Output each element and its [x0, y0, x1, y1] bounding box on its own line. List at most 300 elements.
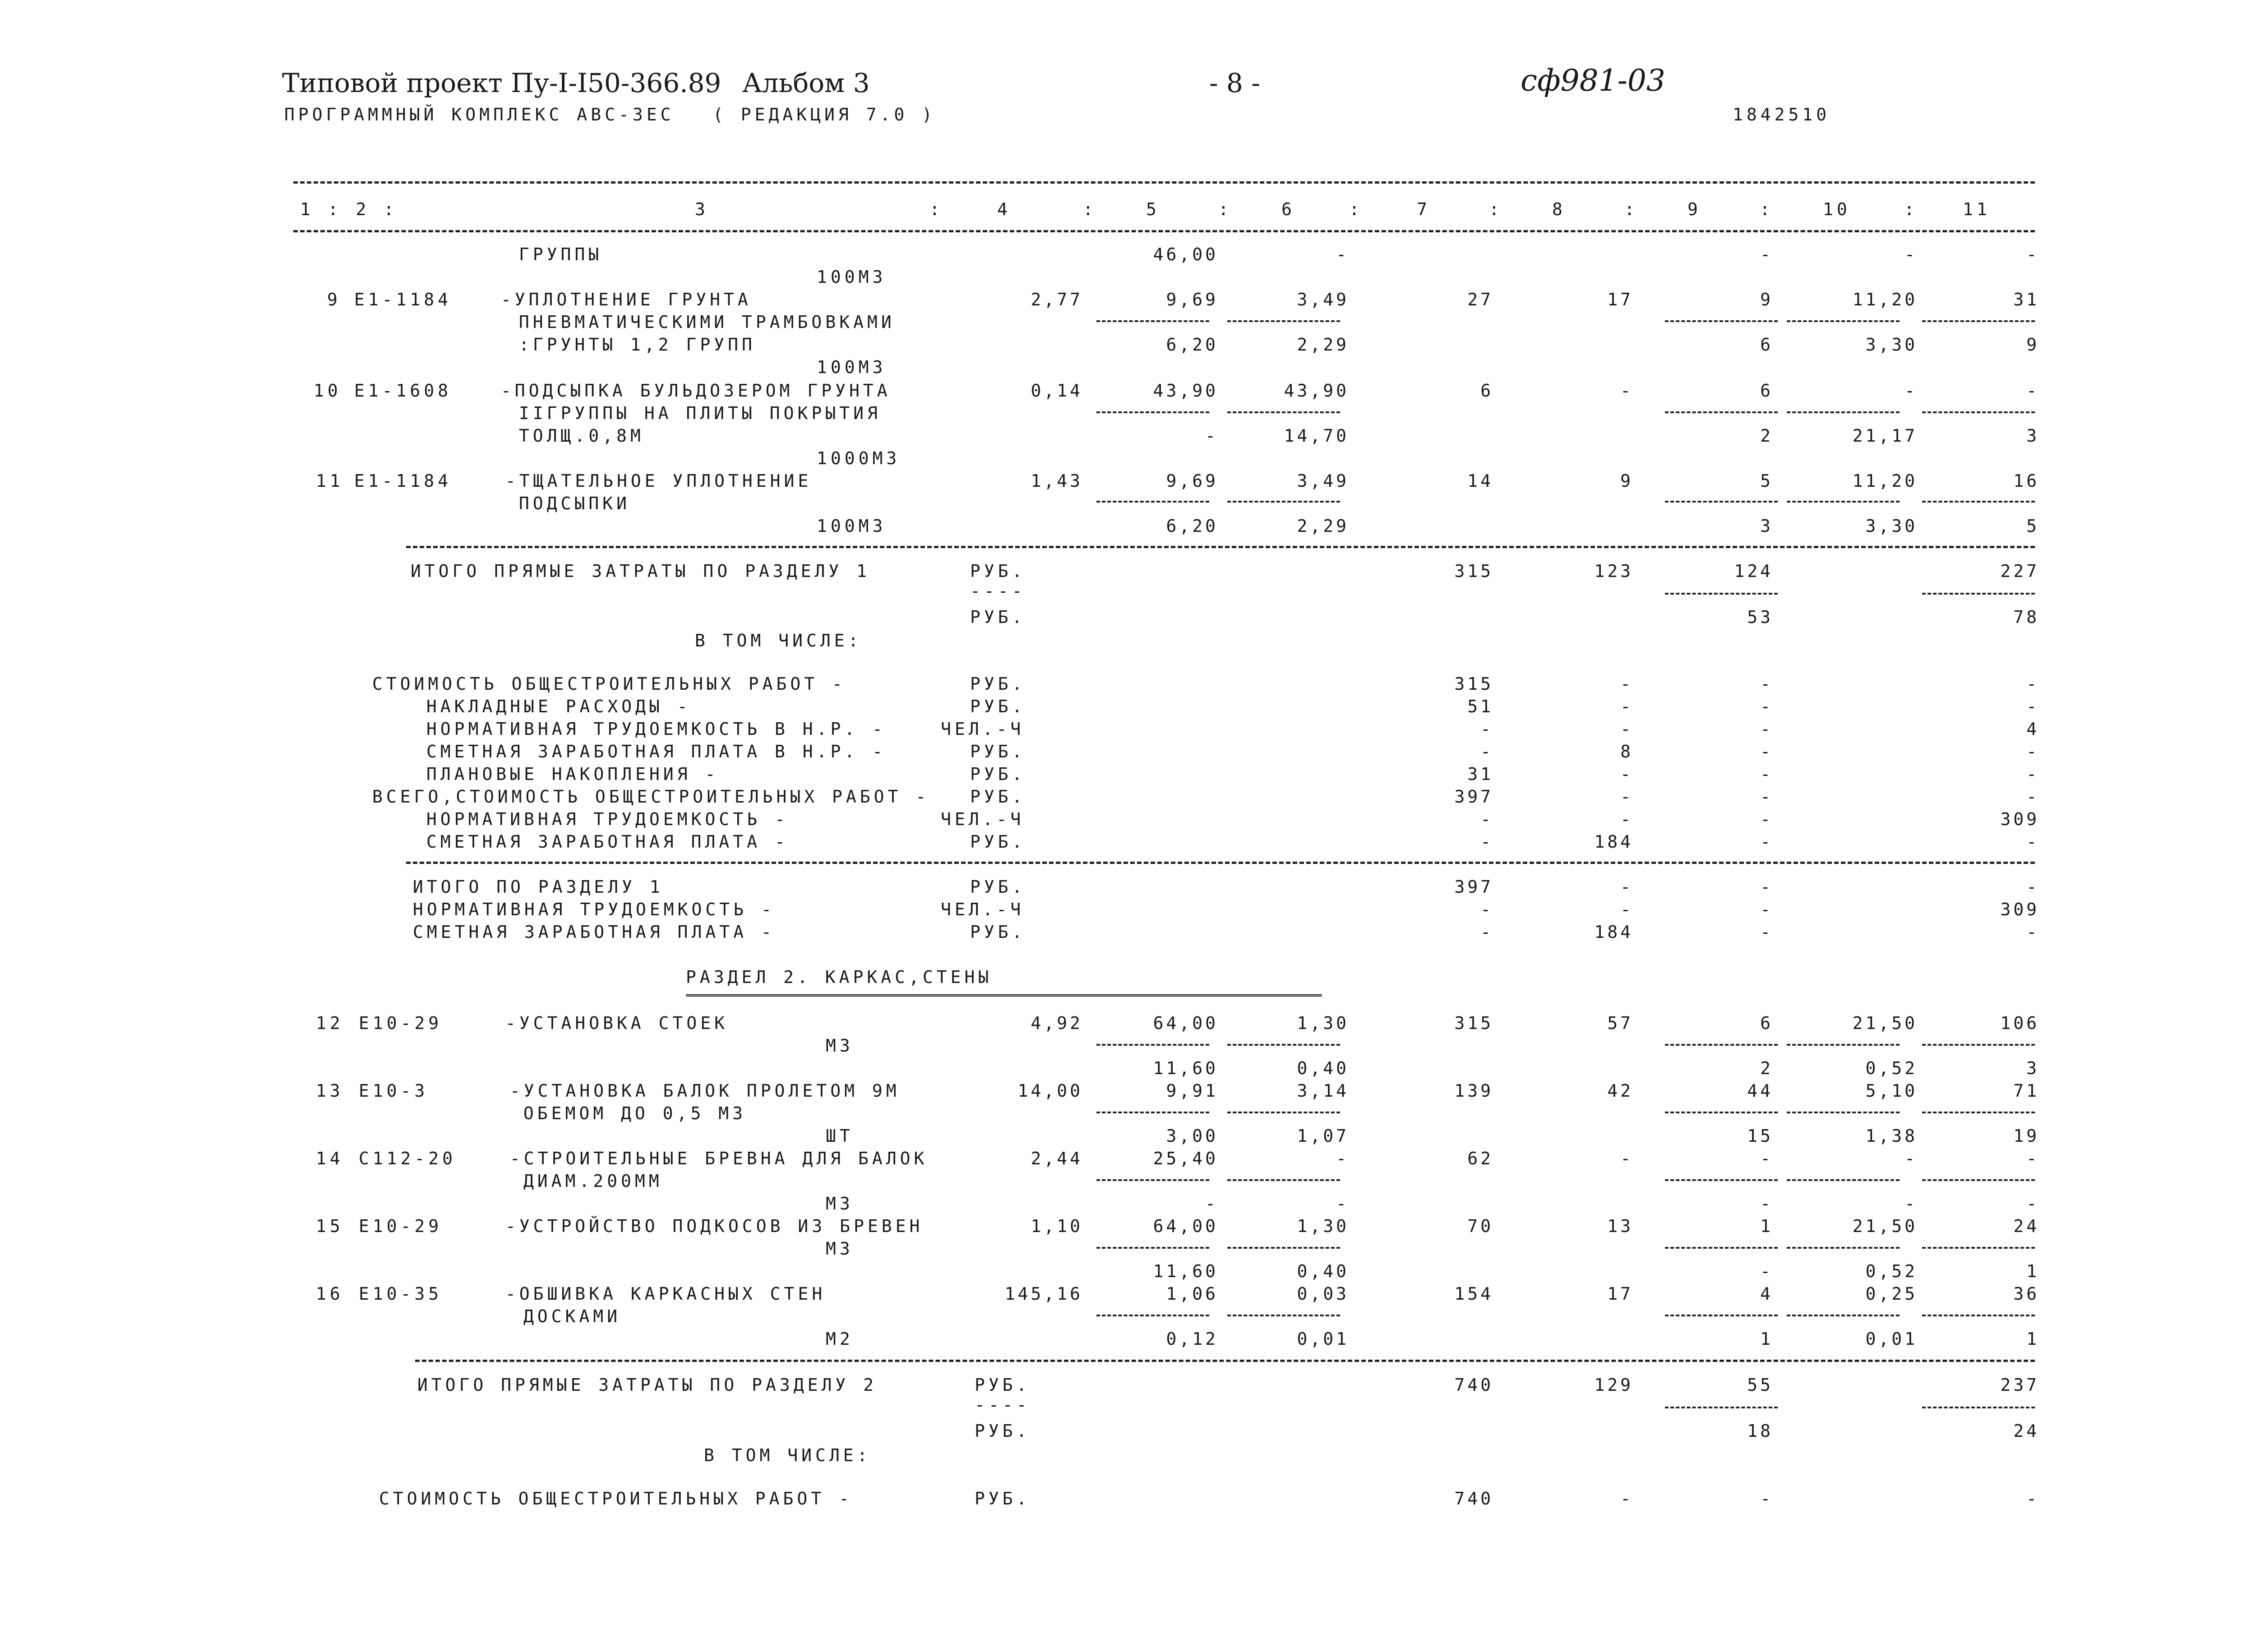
breakdown-label: НАКЛАДНЫЕ РАСХОДЫ - — [426, 697, 691, 716]
underscore — [1922, 1407, 2035, 1408]
underscore — [1787, 1247, 1900, 1249]
cell-value: 11,20 — [1852, 471, 1918, 491]
cell-subvalue: - — [1205, 426, 1218, 446]
cell-value: 44 — [1747, 1081, 1773, 1101]
cell-subvalue: 53 — [1747, 607, 1773, 627]
cell-subvalue: 3 — [1760, 516, 1773, 536]
project-title: Типовой проект Пу-I-I50-366.89 — [282, 68, 721, 98]
cell-value: 5,10 — [1865, 1081, 1918, 1101]
cell-value: - — [2026, 245, 2039, 264]
album-label: Альбом 3 — [742, 68, 870, 98]
column-number: 5 — [1146, 199, 1160, 219]
cell-value: 11,20 — [1852, 290, 1918, 309]
cell-value: 9 — [1760, 290, 1773, 309]
cell-value: - — [2026, 787, 2039, 807]
underscore — [1665, 1247, 1778, 1249]
total-unit: РУБ. — [975, 1421, 1031, 1441]
item-name: -СТРОИТЕЛЬНЫЕ БРЕВНА ДЛЯ БАЛОК — [510, 1149, 928, 1168]
item-unit: М3 — [826, 1194, 854, 1214]
cell-value: - — [1620, 877, 1633, 897]
cell-subvalue: - — [1760, 1261, 1773, 1281]
including-label: В ТОМ ЧИСЛЕ: — [695, 631, 862, 651]
cell-value: - — [1336, 1149, 1349, 1168]
cell-value: 57 — [1607, 1013, 1633, 1033]
underscore — [1787, 320, 1900, 322]
cell-subvalue: 6 — [1760, 335, 1773, 355]
cell-value: 62 — [1467, 1149, 1493, 1168]
cell-value: - — [1480, 922, 1493, 942]
item-name: -УПЛОТНЕНИЕ ГРУНТА — [501, 290, 752, 309]
cell-value: 31 — [2013, 290, 2039, 309]
cell-value: 5 — [1760, 471, 1773, 491]
including-label: В ТОМ ЧИСЛЕ: — [704, 1445, 871, 1465]
item-name: IIГРУППЫ НА ПЛИТЫ ПОКРЫТИЯ — [519, 403, 881, 423]
cell-value: - — [1620, 674, 1633, 694]
cell-subvalue: 78 — [2013, 607, 2039, 627]
underscore — [1922, 593, 2035, 595]
cell-subvalue: 1,07 — [1297, 1126, 1349, 1146]
cell-value: 4 — [2026, 719, 2039, 739]
cell-value: 55 — [1747, 1375, 1773, 1395]
breakdown-label: СТОИМОСТЬ ОБЩЕСТРОИТЕЛЬНЫХ РАБОТ - — [379, 1489, 853, 1509]
cell-value: 315 — [1454, 1013, 1493, 1033]
cell-value: 51 — [1467, 697, 1493, 716]
cell-subvalue: 11,60 — [1153, 1058, 1218, 1078]
separator-line — [293, 230, 2035, 232]
cell-value: 31 — [1467, 764, 1493, 784]
breakdown-unit: РУБ. — [970, 697, 1026, 716]
underscore — [1227, 1044, 1340, 1046]
underscore — [1922, 1044, 2035, 1046]
column-number: 10 — [1823, 199, 1851, 219]
cell-value: 21,50 — [1852, 1013, 1918, 1033]
item-code: Е10-3 — [359, 1081, 429, 1101]
breakdown-label: СМЕТНАЯ ЗАРАБОТНАЯ ПЛАТА - — [426, 832, 789, 852]
underscore — [1227, 501, 1340, 503]
item-name: -ТЩАТЕЛЬНОЕ УПЛОТНЕНИЕ — [505, 471, 812, 491]
breakdown-unit: РУБ. — [970, 787, 1026, 807]
column-number: 11 — [1963, 199, 1991, 219]
cell-value: 184 — [1594, 832, 1633, 852]
underscore — [1096, 1247, 1209, 1249]
cell-value: - — [1760, 832, 1773, 852]
cell-value: - — [1760, 922, 1773, 942]
item-unit: 1000М3 — [817, 448, 901, 468]
cell-value: - — [2026, 1149, 2039, 1168]
cell-value: - — [1620, 809, 1633, 829]
cell-value: 315 — [1454, 674, 1493, 694]
item-name: ПНЕВМАТИЧЕСКИМИ ТРАМБОВКАМИ — [519, 312, 895, 332]
cell-subvalue: 5 — [2026, 516, 2039, 536]
underscore — [1922, 1247, 2035, 1249]
underscore — [1665, 1112, 1778, 1113]
item-unit: М3 — [826, 1036, 854, 1056]
cell-value: 309 — [2000, 809, 2039, 829]
cell-value: 106 — [2000, 1013, 2039, 1033]
cell-subvalue: 2,29 — [1297, 516, 1349, 536]
cell-value: - — [2026, 832, 2039, 852]
cell-value: - — [1760, 697, 1773, 716]
breakdown-label: СМЕТНАЯ ЗАРАБОТНАЯ ПЛАТА В Н.Р. - — [426, 742, 886, 761]
column-divider: : — [1760, 199, 1774, 219]
cell-value: - — [1760, 764, 1773, 784]
underscore — [1096, 1044, 1209, 1046]
cell-value: - — [1905, 381, 1918, 401]
cell-value: 740 — [1454, 1489, 1493, 1509]
cell-value: - — [2026, 381, 2039, 401]
underscore — [1227, 1315, 1340, 1316]
cell-value: 42 — [1607, 1081, 1633, 1101]
document-number: 1842510 — [1733, 105, 1831, 125]
item-unit: 100М3 — [817, 357, 887, 377]
cell-subvalue: 2 — [1760, 426, 1773, 446]
cell-value: 2,44 — [1031, 1149, 1083, 1168]
cell-value: - — [1760, 245, 1773, 264]
cell-subvalue: 1 — [2026, 1261, 2039, 1281]
underscore — [1787, 501, 1900, 503]
cell-subvalue: 1,38 — [1865, 1126, 1918, 1146]
item-name: -ОБШИВКА КАРКАСНЫХ СТЕН — [505, 1284, 826, 1304]
item-name: -УСТРОЙСТВО ПОДКОСОВ ИЗ БРЕВЕН — [505, 1216, 924, 1236]
cell-value: - — [1760, 787, 1773, 807]
item-name: ОБЕМОМ ДО 0,5 М3 — [523, 1103, 747, 1123]
cell-value: 25,40 — [1153, 1149, 1218, 1168]
cell-value: 9 — [1620, 471, 1633, 491]
underscore — [1787, 411, 1900, 413]
underscore — [1665, 1407, 1778, 1408]
cell-subvalue: 9 — [2026, 335, 2039, 355]
underscore — [1922, 1315, 2035, 1316]
summary-label: ИТОГО ПО РАЗДЕЛУ 1 — [413, 877, 664, 897]
underscore — [1227, 1112, 1340, 1113]
underscore — [1922, 1179, 2035, 1181]
cell-value: - — [1620, 787, 1633, 807]
separator-line — [406, 546, 2035, 548]
cell-value: 43,90 — [1284, 381, 1349, 401]
cell-value: - — [1760, 1149, 1773, 1168]
cell-value: - — [1760, 719, 1773, 739]
cell-value: 123 — [1594, 561, 1633, 581]
underscore — [1787, 1315, 1900, 1316]
cell-value: 14,00 — [1017, 1081, 1083, 1101]
cell-value: 14 — [1467, 471, 1493, 491]
underscore — [1227, 1179, 1340, 1181]
underscore — [1665, 411, 1778, 413]
program-name: ПРОГРАММНЫЙ КОМПЛЕКС АВС-ЗЕС — [284, 105, 675, 125]
cell-subvalue: 0,40 — [1297, 1261, 1349, 1281]
cell-value: - — [1905, 1149, 1918, 1168]
summary-label: НОРМАТИВНАЯ ТРУДОЕМКОСТЬ - — [413, 900, 775, 919]
cell-value: 16 — [2013, 471, 2039, 491]
cell-value: 397 — [1454, 877, 1493, 897]
cell-value: 17 — [1607, 1284, 1633, 1304]
total-label: ИТОГО ПРЯМЫЕ ЗАТРАТЫ ПО РАЗДЕЛУ 1 — [411, 561, 870, 581]
unit-dash: ---- — [975, 1395, 1031, 1415]
item-name: ДОСКАМИ — [523, 1306, 621, 1326]
cell-subvalue: 1 — [2026, 1329, 2039, 1349]
cell-subvalue: 0,01 — [1865, 1329, 1918, 1349]
item-name: ГРУППЫ — [519, 245, 603, 264]
cell-value: 0,03 — [1297, 1284, 1349, 1304]
cell-value: 71 — [2013, 1081, 2039, 1101]
cell-value: 145,16 — [1004, 1284, 1083, 1304]
separator-line — [293, 181, 2035, 184]
cell-value: 70 — [1467, 1216, 1493, 1236]
item-unit: 100М3 — [817, 267, 887, 287]
cell-value: 1,43 — [1031, 471, 1083, 491]
column-number: 3 — [695, 199, 709, 219]
cell-subvalue: 1 — [1760, 1329, 1773, 1349]
breakdown-label: НОРМАТИВНАЯ ТРУДОЕМКОСТЬ - — [426, 809, 789, 829]
summary-unit: РУБ. — [970, 922, 1026, 942]
underscore — [1787, 1044, 1900, 1046]
item-code: Е10-35 — [359, 1284, 443, 1304]
separator-line — [406, 862, 2035, 864]
item-number: 13 — [316, 1081, 344, 1101]
cell-subvalue: 21,17 — [1852, 426, 1918, 446]
section-underline — [686, 994, 1322, 997]
cell-subvalue: 3,30 — [1865, 516, 1918, 536]
column-divider: : — [929, 199, 943, 219]
item-number: 11 — [316, 471, 344, 491]
cell-value: 36 — [2013, 1284, 2039, 1304]
cell-value: 397 — [1454, 787, 1493, 807]
page-number: - 8 - — [1209, 68, 1260, 98]
cell-subvalue: 6,20 — [1166, 335, 1218, 355]
item-number: 9 — [327, 290, 341, 309]
underscore — [1227, 320, 1340, 322]
underscore — [1665, 1179, 1778, 1181]
summary-unit: РУБ. — [970, 877, 1026, 897]
underscore — [1922, 411, 2035, 413]
document-code: сф981-03 — [1521, 63, 1665, 98]
cell-value: 17 — [1607, 290, 1633, 309]
cell-value: 1,10 — [1031, 1216, 1083, 1236]
cell-subvalue: 3,00 — [1166, 1126, 1218, 1146]
cell-value: - — [1760, 674, 1773, 694]
cell-value: 64,00 — [1153, 1216, 1218, 1236]
cell-value: 129 — [1594, 1375, 1633, 1395]
item-name: -ПОДСЫПКА БУЛЬДОЗЕРОМ ГРУНТА — [501, 381, 891, 401]
column-number: 8 — [1552, 199, 1566, 219]
cell-value: - — [1480, 742, 1493, 761]
item-name: :ГРУНТЫ 1,2 ГРУПП — [519, 335, 756, 355]
underscore — [1665, 1044, 1778, 1046]
cell-subvalue: 3,30 — [1865, 335, 1918, 355]
separator-line — [415, 1360, 2035, 1362]
cell-subvalue: 0,52 — [1865, 1058, 1918, 1078]
underscore — [1096, 1179, 1209, 1181]
cell-value: 3,49 — [1297, 290, 1349, 309]
total-label: ИТОГО ПРЯМЫЕ ЗАТРАТЫ ПО РАЗДЕЛУ 2 — [417, 1375, 877, 1395]
total-unit: РУБ. — [970, 561, 1026, 581]
cell-value: 227 — [2000, 561, 2039, 581]
breakdown-label: ВСЕГО,СТОИМОСТЬ ОБЩЕСТРОИТЕЛЬНЫХ РАБОТ - — [372, 787, 930, 807]
cell-value: - — [1620, 764, 1633, 784]
cell-value: - — [1620, 719, 1633, 739]
breakdown-unit: РУБ. — [970, 832, 1026, 852]
underscore — [1096, 320, 1209, 322]
summary-label: СМЕТНАЯ ЗАРАБОТНАЯ ПЛАТА - — [413, 922, 775, 942]
item-name: -УСТАНОВКА БАЛОК ПРОЛЕТОМ 9М — [510, 1081, 900, 1101]
underscore — [1665, 1315, 1778, 1316]
underscore — [1227, 1247, 1340, 1249]
cell-value: 46,00 — [1153, 245, 1218, 264]
cell-value: - — [1480, 719, 1493, 739]
cell-subvalue: 6,20 — [1166, 516, 1218, 536]
cell-value: 237 — [2000, 1375, 2039, 1395]
cell-value: 27 — [1467, 290, 1493, 309]
item-unit: ШТ — [826, 1126, 854, 1146]
cell-value: 3,14 — [1297, 1081, 1349, 1101]
cell-value: 8 — [1620, 742, 1633, 761]
cell-value: 0,14 — [1031, 381, 1083, 401]
cell-value: - — [2026, 764, 2039, 784]
cell-value: 309 — [2000, 900, 2039, 919]
cell-subvalue: 3 — [2026, 426, 2039, 446]
cell-value: - — [2026, 742, 2039, 761]
cell-subvalue: 2,29 — [1297, 335, 1349, 355]
item-name: ДИАМ.200ММ — [523, 1171, 663, 1191]
item-code: С112-20 — [359, 1149, 457, 1168]
cell-subvalue: 24 — [2013, 1421, 2039, 1441]
column-divider: : — [1904, 199, 1918, 219]
cell-value: 9,69 — [1166, 471, 1218, 491]
cell-subvalue: - — [1760, 1194, 1773, 1214]
underscore — [1787, 1179, 1900, 1181]
cell-value: - — [1760, 742, 1773, 761]
item-number: 12 — [316, 1013, 344, 1033]
cell-value: - — [1620, 381, 1633, 401]
cell-value: - — [1480, 900, 1493, 919]
cell-subvalue: - — [2026, 1194, 2039, 1214]
column-divider: : — [1083, 199, 1097, 219]
cell-subvalue: 0,40 — [1297, 1058, 1349, 1078]
cell-value: 154 — [1454, 1284, 1493, 1304]
cell-value: - — [2026, 922, 2039, 942]
cell-value: 1 — [1760, 1216, 1773, 1236]
cell-value: 0,25 — [1865, 1284, 1918, 1304]
item-number: 16 — [316, 1284, 344, 1304]
cell-subvalue: 0,12 — [1166, 1329, 1218, 1349]
cell-value: - — [1480, 832, 1493, 852]
cell-value: 13 — [1607, 1216, 1633, 1236]
column-divider: : — [1349, 199, 1363, 219]
cell-subvalue: 14,70 — [1284, 426, 1349, 446]
underscore — [1096, 501, 1209, 503]
section-title: РАЗДЕЛ 2. КАРКАС,СТЕНЫ — [686, 967, 993, 987]
cell-value: - — [1620, 1489, 1633, 1509]
total-unit: РУБ. — [970, 607, 1026, 627]
item-code: Е1-1184 — [354, 471, 452, 491]
column-number: 6 — [1281, 199, 1295, 219]
cell-value: - — [1760, 877, 1773, 897]
cell-value: 4 — [1760, 1284, 1773, 1304]
unit-dash: ---- — [970, 581, 1026, 601]
cell-value: 184 — [1594, 922, 1633, 942]
cell-subvalue: 15 — [1747, 1126, 1773, 1146]
cell-value: 6 — [1760, 1013, 1773, 1033]
cell-subvalue: 11,60 — [1153, 1261, 1218, 1281]
cell-subvalue: 0,52 — [1865, 1261, 1918, 1281]
cell-value: - — [1620, 900, 1633, 919]
underscore — [1227, 411, 1340, 413]
item-number: 15 — [316, 1216, 344, 1236]
breakdown-unit: РУБ. — [970, 742, 1026, 761]
cell-value: - — [2026, 697, 2039, 716]
underscore — [1096, 1112, 1209, 1113]
cell-subvalue: 0,01 — [1297, 1329, 1349, 1349]
underscore — [1922, 320, 2035, 322]
program-edition: ( РЕДАКЦИЯ 7.0 ) — [713, 105, 936, 125]
breakdown-label: СТОИМОСТЬ ОБЩЕСТРОИТЕЛЬНЫХ РАБОТ - — [372, 674, 846, 694]
cell-subvalue: 18 — [1747, 1421, 1773, 1441]
breakdown-unit: РУБ. — [975, 1489, 1031, 1509]
cell-value: - — [2026, 674, 2039, 694]
cell-value: - — [1620, 697, 1633, 716]
cell-value: 64,00 — [1153, 1013, 1218, 1033]
cell-value: - — [1620, 1149, 1633, 1168]
item-code: Е1-1184 — [354, 290, 452, 309]
cell-value: - — [2026, 1489, 2039, 1509]
underscore — [1665, 501, 1778, 503]
cell-value: 1,30 — [1297, 1013, 1349, 1033]
item-unit: М2 — [826, 1329, 854, 1349]
item-unit: М3 — [826, 1239, 854, 1259]
cell-value: 1,30 — [1297, 1216, 1349, 1236]
cell-value: 6 — [1480, 381, 1493, 401]
cell-value: 740 — [1454, 1375, 1493, 1395]
cell-value: 3,49 — [1297, 471, 1349, 491]
cell-subvalue: - — [1336, 1194, 1349, 1214]
total-unit: РУБ. — [975, 1375, 1031, 1395]
breakdown-unit: РУБ. — [970, 674, 1026, 694]
cell-subvalue: - — [1905, 1194, 1918, 1214]
underscore — [1922, 1112, 2035, 1113]
column-divider: : — [1489, 199, 1503, 219]
cell-value: 4,92 — [1031, 1013, 1083, 1033]
cell-value: 315 — [1454, 561, 1493, 581]
item-unit: 100М3 — [817, 516, 887, 536]
cell-value: 1,06 — [1166, 1284, 1218, 1304]
summary-unit: ЧЕЛ.-Ч — [941, 900, 1025, 919]
cell-value: - — [1336, 245, 1349, 264]
cell-value: - — [1905, 245, 1918, 264]
item-code: Е10-29 — [359, 1013, 443, 1033]
item-name: ПОДСЫПКИ — [519, 494, 631, 513]
cell-value: 24 — [2013, 1216, 2039, 1236]
cell-value: 9,91 — [1166, 1081, 1218, 1101]
breakdown-unit: РУБ. — [970, 764, 1026, 784]
item-number: 14 — [316, 1149, 344, 1168]
underscore — [1096, 1315, 1209, 1316]
breakdown-unit: ЧЕЛ.-Ч — [941, 719, 1025, 739]
item-code: Е1-1608 — [354, 381, 452, 401]
column-number: 9 — [1687, 199, 1701, 219]
cell-subvalue: 3 — [2026, 1058, 2039, 1078]
underscore — [1096, 411, 1209, 413]
cell-subvalue: 2 — [1760, 1058, 1773, 1078]
cell-value: 6 — [1760, 381, 1773, 401]
item-name: -УСТАНОВКА СТОЕК — [505, 1013, 729, 1033]
cell-value: 21,50 — [1852, 1216, 1918, 1236]
cell-subvalue: 19 — [2013, 1126, 2039, 1146]
column-number: 4 — [997, 199, 1011, 219]
item-number: 10 — [314, 381, 342, 401]
cell-value: 9,69 — [1166, 290, 1218, 309]
cell-value: - — [1760, 1489, 1773, 1509]
breakdown-label: ПЛАНОВЫЕ НАКОПЛЕНИЯ - — [426, 764, 719, 784]
